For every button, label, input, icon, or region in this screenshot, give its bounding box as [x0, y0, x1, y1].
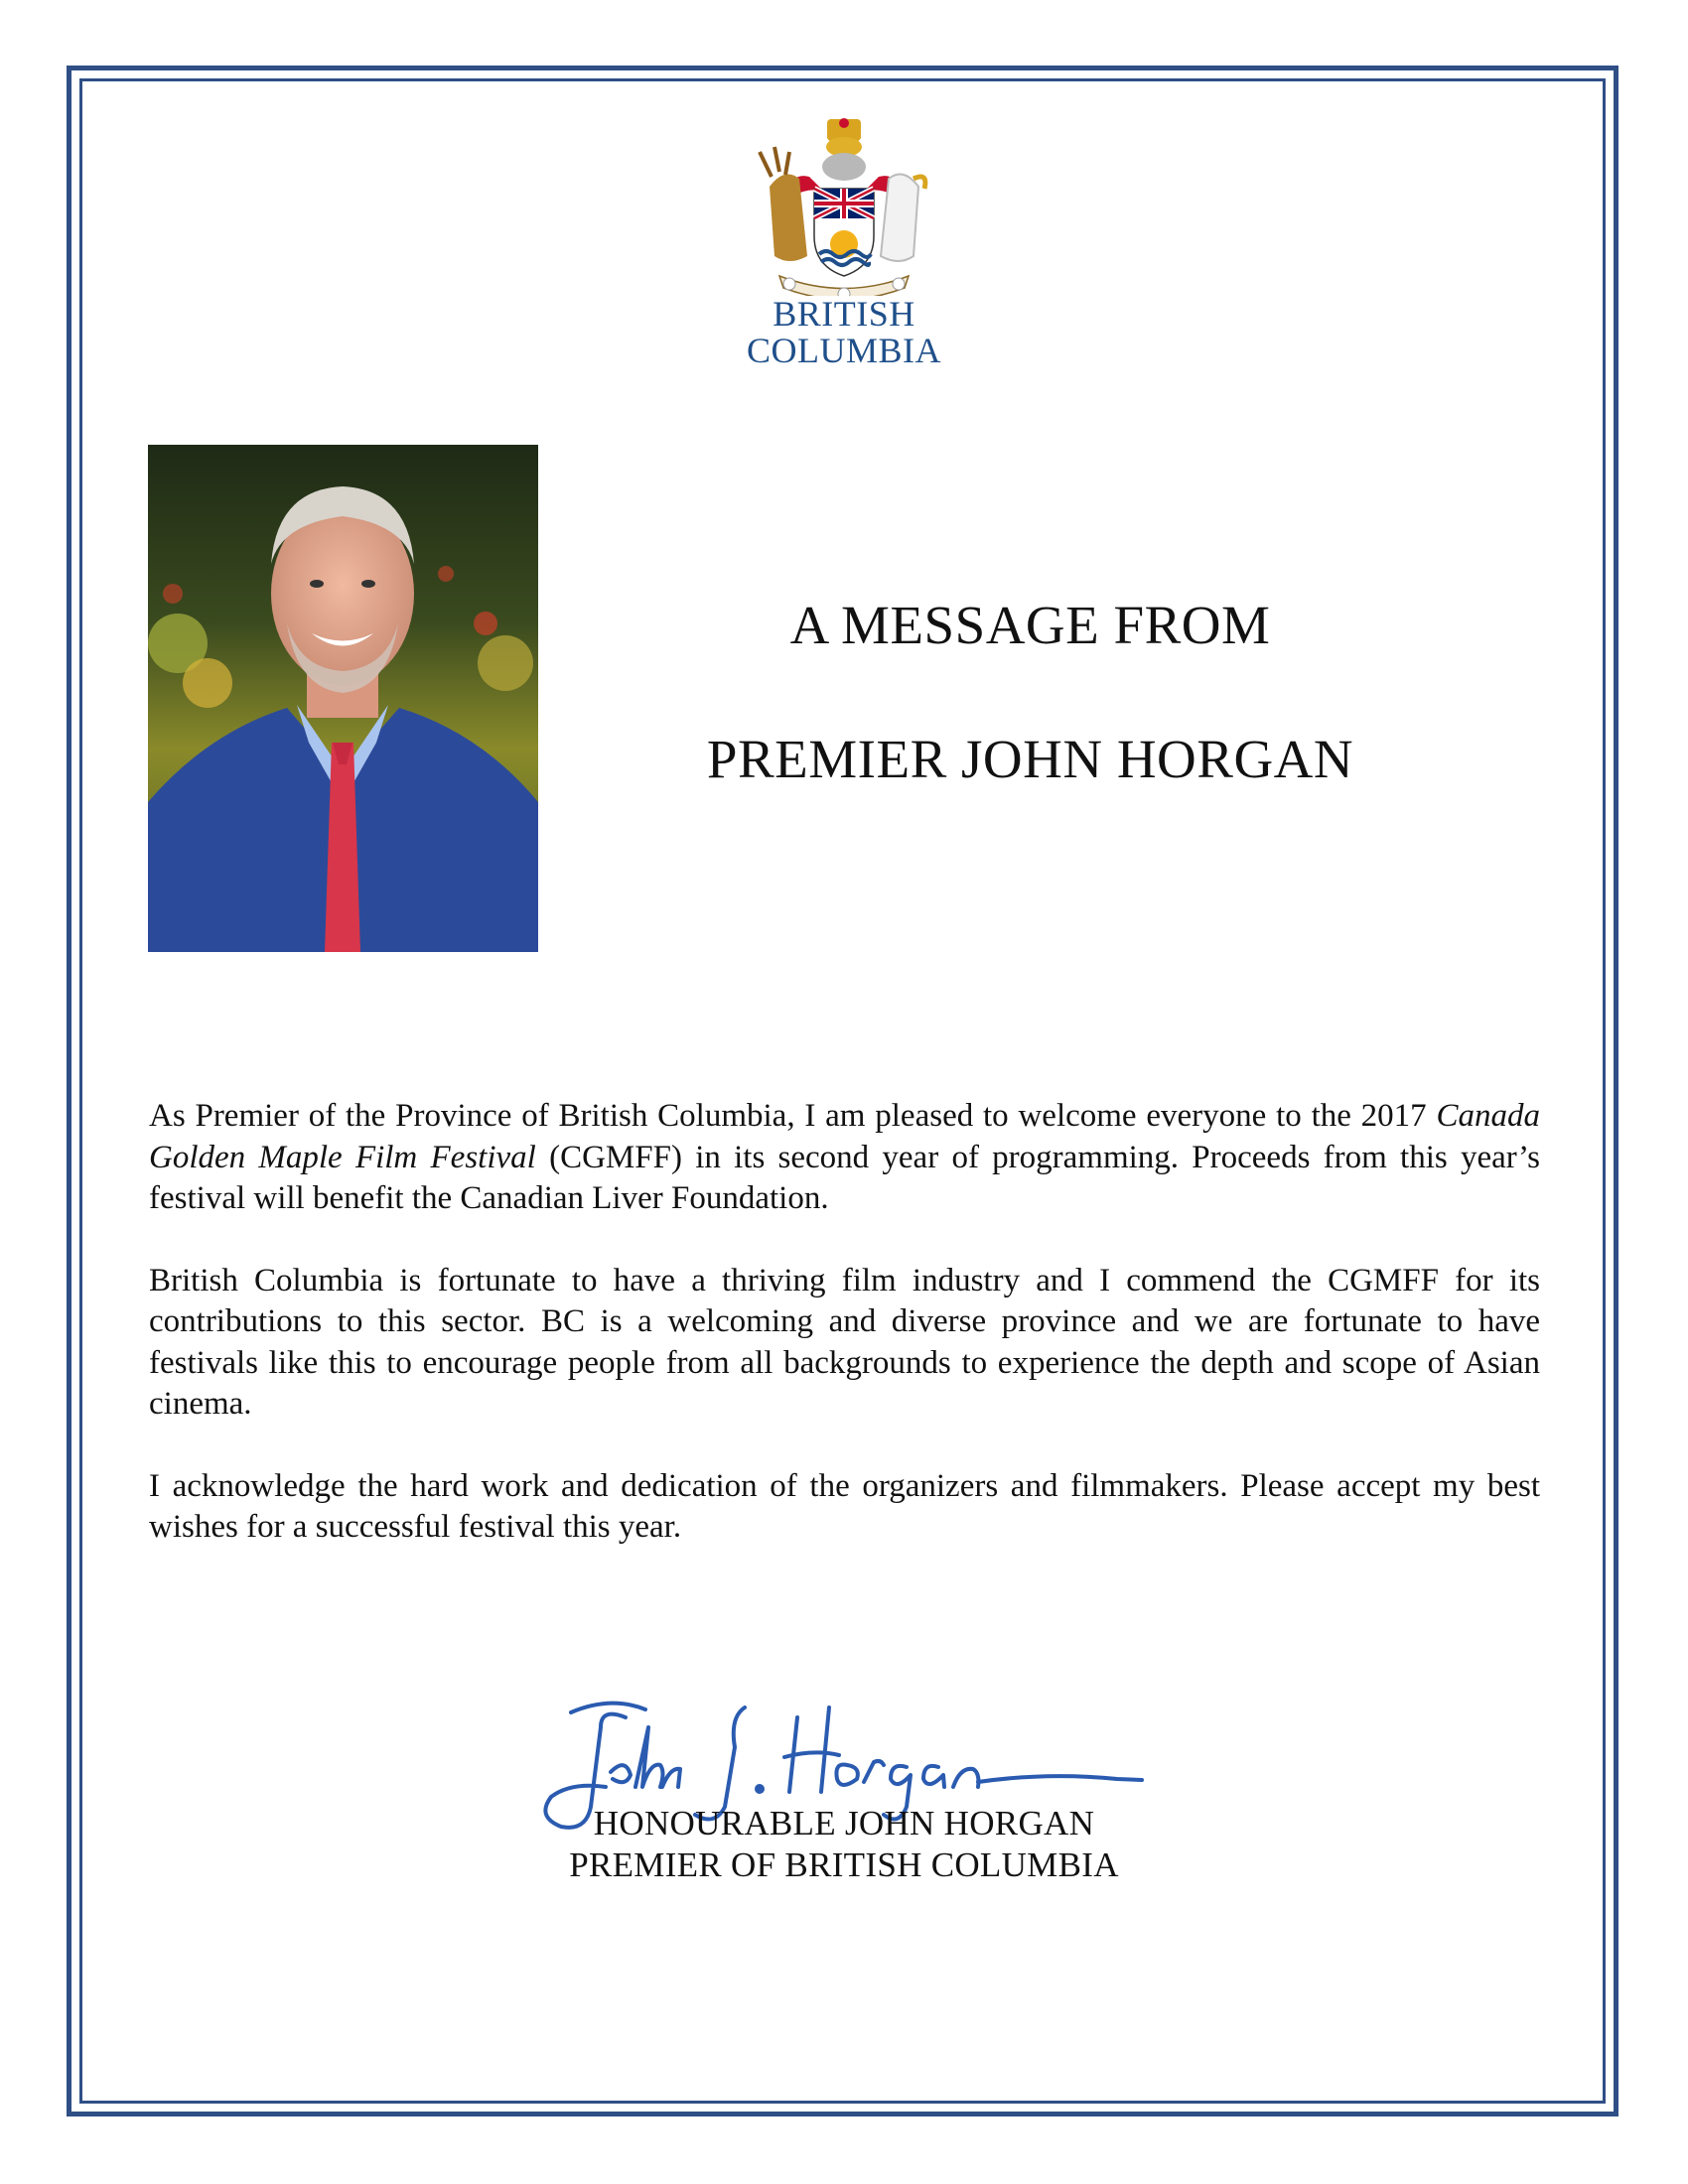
message-heading-line-1: A MESSAGE FROM [789, 595, 1271, 655]
paragraph-1-part-1: As Premier of the Province of British Columbia, I am pleased to welcome everyone to the 2017 [149, 1098, 1437, 1134]
wordmark-line-2: COLUMBIA [746, 331, 941, 370]
paragraph-3: I acknowledge the hard work and dedication of the organizers and filmmakers. Please accept my best wishes for a successful festival this year. [149, 1467, 1540, 1545]
signatory-title: PREMIER OF BRITISH COLUMBIA [569, 1845, 1119, 1884]
message-body [149, 1096, 1540, 1589]
festival-name: Canada Golden Maple Film Festival [149, 1098, 1540, 1175]
paragraph-2: British Columbia is fortunate to have a thriving film industry and I commend the CGMFF for its contributions to this sector. BC is a welcoming and diverse province and we are fortunate to have festivals like this to encourage people from all backgrounds to experience the depth and scope of Asian cinema. [149, 1262, 1540, 1422]
signatory-name: HONOURABLE JOHN HORGAN [593, 1804, 1095, 1843]
premier-portrait-photo [148, 445, 538, 952]
paragraph-1 [149, 1096, 1540, 1220]
message-heading-line-2: PREMIER JOHN HORGAN [706, 729, 1354, 789]
wordmark-line-1: BRITISH [773, 294, 915, 334]
bc-wordmark [730, 296, 958, 369]
signature-block [447, 1803, 1241, 1886]
paragraph-1-part-2: (CGMFF) in its second year of programming. Proceeds from this year’s festival will benefit the Canadian Liver Foundation. [149, 1139, 1541, 1216]
